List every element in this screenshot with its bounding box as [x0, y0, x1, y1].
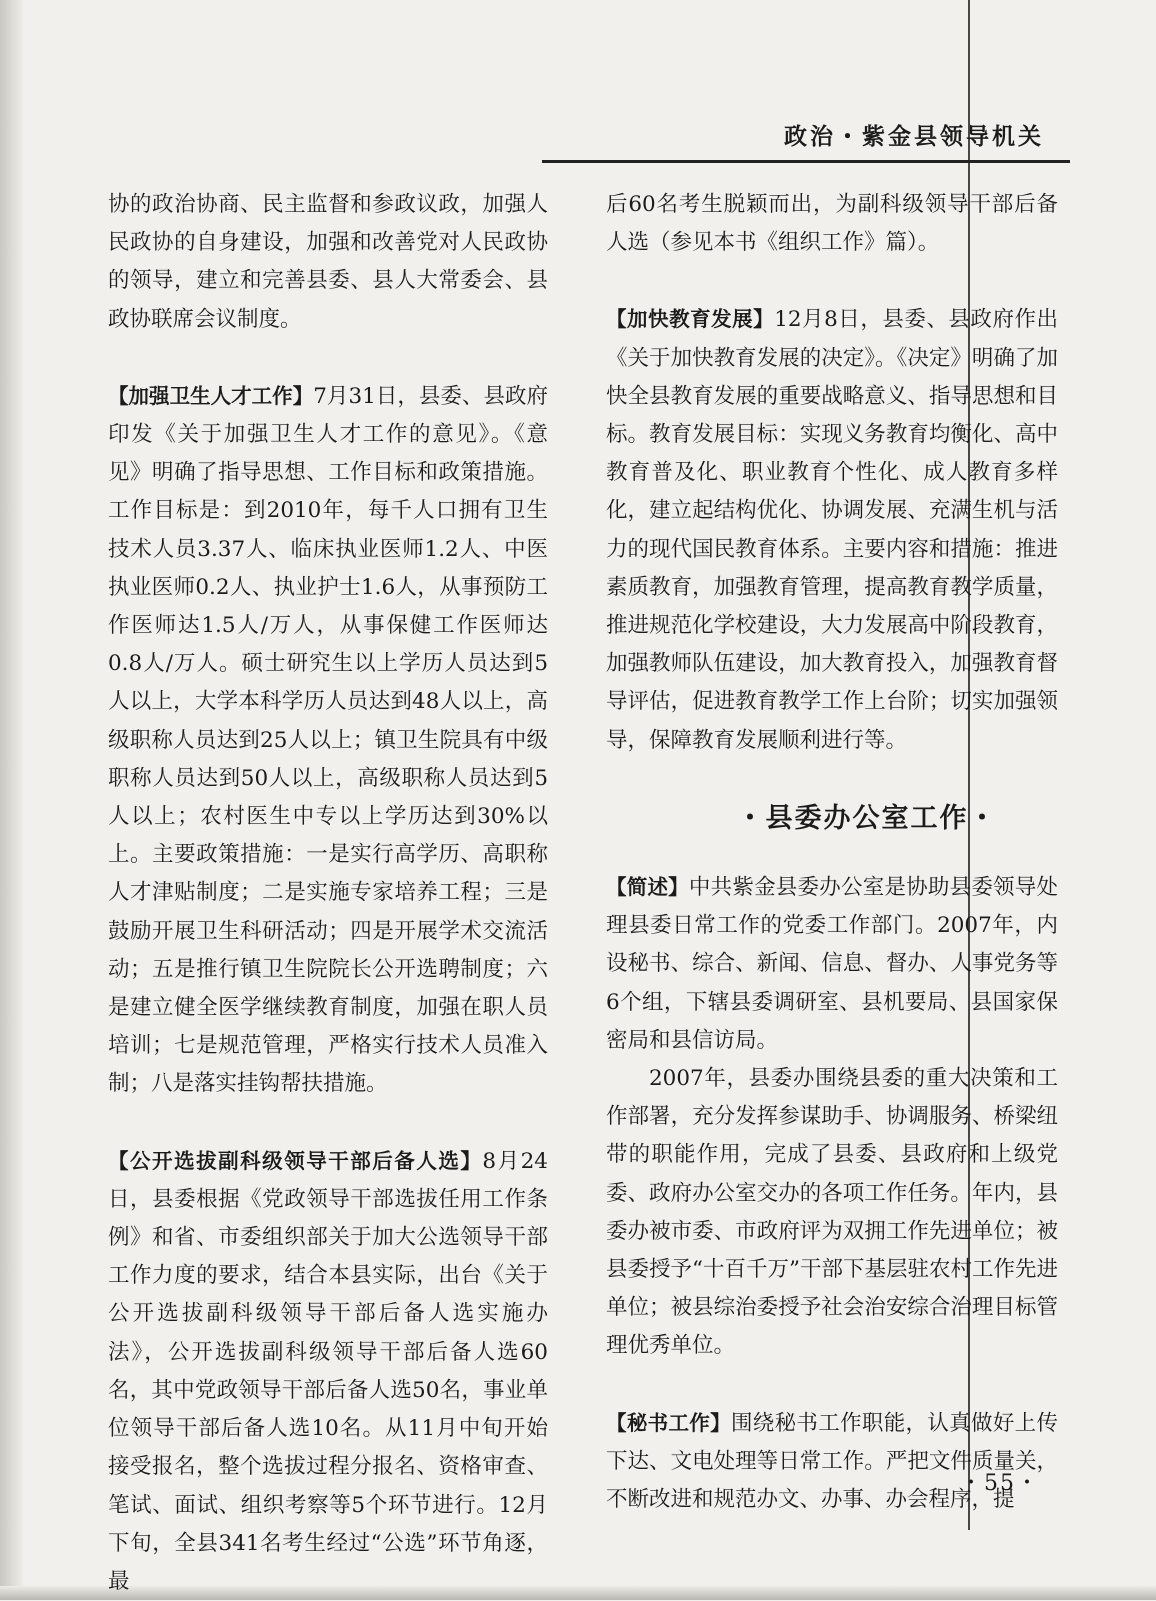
page-edge-shadow	[0, 0, 22, 1600]
entry-title: 【加强卫生人才工作】	[108, 383, 314, 408]
page-number: ・55・	[960, 1471, 1040, 1496]
entry-body: 7月31日，县委、县政府印发《关于加强卫生人才工作的意见》。《意见》明确了指导思想、工作目标和政策措施。工作目标是：到2010年，每千人口拥有卫生技术人员3.37人、临床执业医师1.2人、中医执业医师0.2人、执业护士1.6人，从事预防工作医师达1.5人/万人，从事保健工作医师达0.8人/万人。硕士研究生以上学历人员达到5人以上，大学本科学历人员达到48人以上，高级职称人员达到25人以上；镇卫生院具有中级职称人员达到50人以上，高级职称人员达到5人以上；农村医生中专以上学历达到30%以上。主要政策措施：一是实行高学历、高职称人才津贴制度；二是实施专家培养工程；三是鼓励开展卫生科研活动；四是开展学术交流活动；五是推行镇卫生院院长公开选聘制度；六是建立健全医学继续教育制度，加强在职人员培训；七是规范管理，严格实行技术人员准入制；八是落实挂钩帮扶措施。	[108, 383, 548, 1097]
entry-body: 围绕秘书工作职能，认真做好上传下达、文电处理等日常工作。严把文件质量关，不断改进和规范办文、办事、办会程序，提	[606, 1410, 1058, 1513]
paragraph-2007: 2007年，县委办围绕县委的重大决策和工作部署，充分发挥参谋助手、协调服务、桥梁纽带的职能作用，完成了县委、县政府和上级党委、政府办公室交办的各项工作任务。年内，县委办被市委、市政府评为双拥工作先进单位；被县委授予“十百千万”干部下基层驻农村工作先进单位；被县综治委授予社会治安综合治理目标管理优秀单位。	[606, 1066, 1058, 1359]
entry-title: 【简述】	[606, 875, 689, 900]
entry-summary	[606, 868, 1058, 1060]
entry-secretary	[606, 1404, 1058, 1520]
entry-title: 【公开选拔副科级领导干部后备人选】	[108, 1148, 483, 1173]
left-column	[108, 186, 548, 1601]
section-title: ・县委办公室工作・	[736, 802, 998, 834]
entry-title: 【秘书工作】	[606, 1410, 731, 1435]
paragraph-continuation: 后60名考生脱颖而出，为副科级领导干部后备人选（参见本书《组织工作》篇）。	[606, 192, 1058, 256]
right-column	[606, 186, 1058, 1519]
entry-education	[606, 300, 1058, 759]
paragraph-cppcc: 协的政治协商、民主监督和参政议政，加强人民政协的自身建设，加强和改善党对人民政协的领导，建立和完善县委、县人大常委会、县政协联席会议制度。	[108, 192, 548, 332]
header-rule	[542, 160, 1070, 163]
entry-body: 12月8日，县委、县政府作出《关于加快教育发展的决定》。《决定》明确了加快全县教育发展的重要战略意义、指导思想和目标。教育发展目标：实现义务教育均衡化、高中教育普及化、职业教育个性化、成人教育多样化，建立起结构优化、协调发展、充满生机与活力的现代国民教育体系。主要内容和措施：推进素质教育，加强教育管理，提高教育教学质量，推进规范化学校建设，大力发展高中阶段教育，加强教师队伍建设，加大教育投入，加强教育督导评估，促进教育教学工作上台阶；切实加强领导，保障教育发展顺利进行等。	[606, 307, 1058, 753]
entry-body: 8月24日，县委根据《党政领导干部选拔任用工作条例》和省、市委组织部关于加大公选领导干部工作力度的要求，结合本县实际，出台《关于公开选拔副科级领导干部后备人选实施办法》，公开选拔副科级领导干部后备人选60名，其中党政领导干部后备人选50名，事业单位领导干部后备人选10名。从11月中旬开始接受报名，整个选拔过程分报名、资格审查、笔试、面试、组织考察等5个环节进行。12月下旬，全县341名考生经过“公选”环节角逐，最	[108, 1148, 548, 1594]
entry-body: 中共紫金县委办公室是协助县委领导处理县委日常工作的党委工作部门。2007年，内设秘书、综合、新闻、信息、督办、人事党务等6个组，下辖县委调研室、县机要局、县国家保密局和县信访局。	[606, 875, 1058, 1053]
running-head: 政治・紫金县领导机关	[784, 123, 1044, 150]
entry-cadre-selection	[108, 1142, 548, 1601]
entry-health-talent	[108, 377, 548, 1104]
entry-title: 【加快教育发展】	[606, 307, 775, 332]
